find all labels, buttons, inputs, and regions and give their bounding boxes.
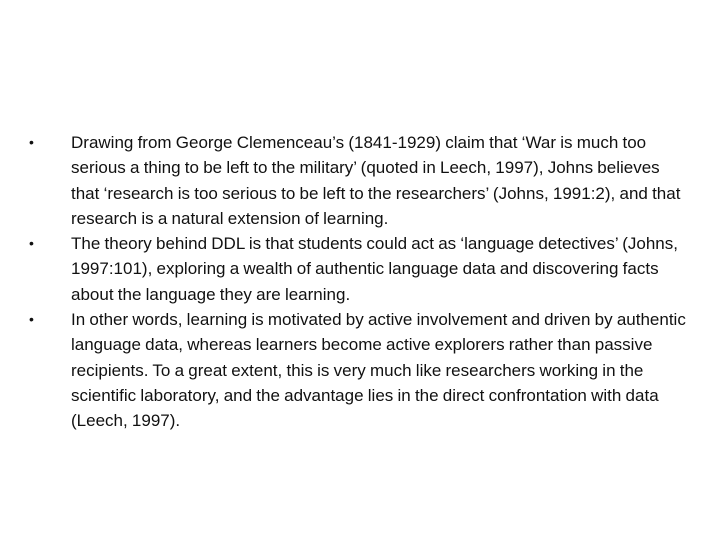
bullet-item — [28, 307, 688, 433]
bullet-item — [28, 130, 688, 231]
bullet-item — [28, 231, 688, 307]
bullet-icon: • — [29, 134, 34, 150]
bullet-text: The theory behind DDL is that students could act as ‘language detectives’ (Johns, 1997:101), exploring a wealth of authentic language data and discovering facts about the language they are learning. — [71, 234, 678, 304]
bullet-list — [28, 130, 688, 434]
bullet-text: In other words, learning is motivated by active involvement and driven by authentic language data, whereas learners become active explorers rather than passive recipients. To a great extent, this is very much like researchers working in the scientific laboratory, and the advantage lies in the direct confrontation with data (Leech, 1997). — [71, 310, 686, 431]
bullet-text: Drawing from George Clemenceau’s (1841-1929) claim that ‘War is much too serious a thing to be left to the military’ (quoted in Leech, 1997), Johns believes that ‘research is too serious to be left to the researchers’ (Johns, 1991:2), and that research is a natural extension of learning. — [71, 133, 681, 228]
bullet-icon: • — [29, 311, 34, 328]
bullet-icon: • — [29, 235, 34, 252]
